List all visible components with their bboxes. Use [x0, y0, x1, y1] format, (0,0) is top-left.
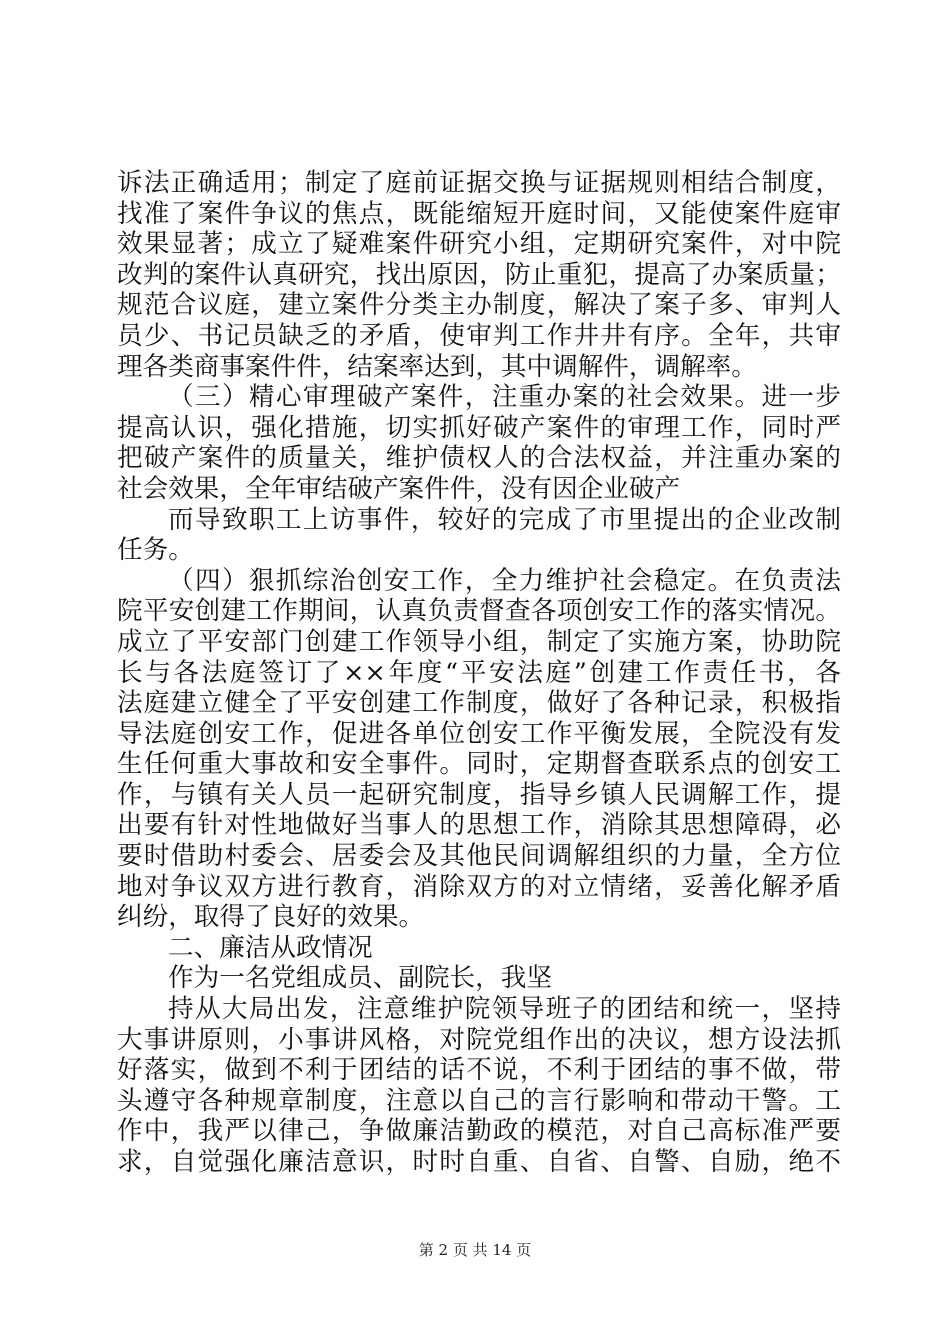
text-line: 效果显著；成立了疑难案件研究小组，定期研究案件，对中院 [117, 229, 841, 260]
text-line: 作为一名党组成员、副院长，我坚 [168, 963, 552, 994]
text-line: 求，自觉强化廉洁意识，时时自重、自省、自警、自励，绝不 [117, 1147, 841, 1177]
text-line: 规范合议庭，建立案件分类主办制度，解决了案子多、审判人 [117, 290, 841, 321]
text-line: 生任何重大事故和安全事件。同时，定期督查联系点的创安工 [117, 749, 841, 780]
text-line: 理各类商事案件件，结案率达到，其中调解件，调解率。 [117, 351, 757, 382]
text-line: 法庭建立健全了平安创建工作制度，做好了各种记录，积极指 [117, 688, 841, 719]
text-line: 找准了案件争议的焦点，既能缩短开庭时间，又能使案件庭审 [117, 198, 841, 229]
text-line: 出要有针对性地做好当事人的思想工作，消除其思想障碍，必 [117, 810, 841, 841]
text-line: 要时借助村委会、居委会及其他民间调解组织的力量，全方位 [117, 841, 841, 872]
text-line: （三）精心审理破产案件，注重办案的社会效果。进一步 [168, 382, 841, 413]
text-line: 持从大局出发，注意维护院领导班子的团结和统一，坚持 [168, 994, 841, 1025]
text-line: 作中，我严以律己，争做廉洁勤政的模范，对自己高标准严要 [117, 1116, 841, 1147]
text-line: 大事讲原则，小事讲风格，对院党组作出的决议，想方设法抓 [117, 1024, 841, 1055]
page-footer: 第 2 页 共 14 页 [418, 1241, 532, 1259]
text-line: （四）狠抓综治创安工作，全力维护社会稳定。在负责法 [168, 565, 841, 596]
text-line: 长与各法庭签订了××年度“平安法庭”创建工作责任书，各 [117, 657, 841, 688]
text-line: 社会效果，全年审结破产案件件，没有因企业破产 [117, 473, 681, 504]
text-line: 地对争议双方进行教育，消除双方的对立情绪，妥善化解矛盾 [117, 871, 841, 902]
text-line: 员少、书记员缺乏的矛盾，使审判工作井井有序。全年，共审 [117, 320, 841, 351]
text-line: 二、廉洁从政情况 [168, 932, 373, 963]
text-line: 作，与镇有关人员一起研究制度，指导乡镇人民调解工作，提 [117, 779, 841, 810]
text-line: 纠纷，取得了良好的效果。 [117, 902, 425, 933]
document-body [117, 168, 841, 1178]
text-line: 好落实，做到不利于团结的话不说，不利于团结的事不做，带 [117, 1055, 841, 1086]
text-line: 任务。 [117, 535, 194, 566]
text-line: 诉法正确适用；制定了庭前证据交换与证据规则相结合制度， [117, 168, 841, 198]
text-line: 成立了平安部门创建工作领导小组，制定了实施方案，协助院 [117, 626, 841, 657]
text-line: 导法庭创安工作，促进各单位创安工作平衡发展，全院没有发 [117, 718, 841, 749]
text-line: 提高认识，强化措施，切实抓好破产案件的审理工作，同时严 [117, 412, 841, 443]
text-line: 改判的案件认真研究，找出原因，防止重犯，提高了办案质量； [117, 259, 841, 290]
text-line: 头遵守各种规章制度，注意以自己的言行影响和带动干警。工 [117, 1085, 841, 1116]
text-line: 而导致职工上访事件，较好的完成了市里提出的企业改制 [168, 504, 841, 535]
text-line: 院平安创建工作期间，认真负责督查各项创安工作的落实情况。 [117, 596, 841, 627]
text-line: 把破产案件的质量关，维护债权人的合法权益，并注重办案的 [117, 443, 841, 474]
